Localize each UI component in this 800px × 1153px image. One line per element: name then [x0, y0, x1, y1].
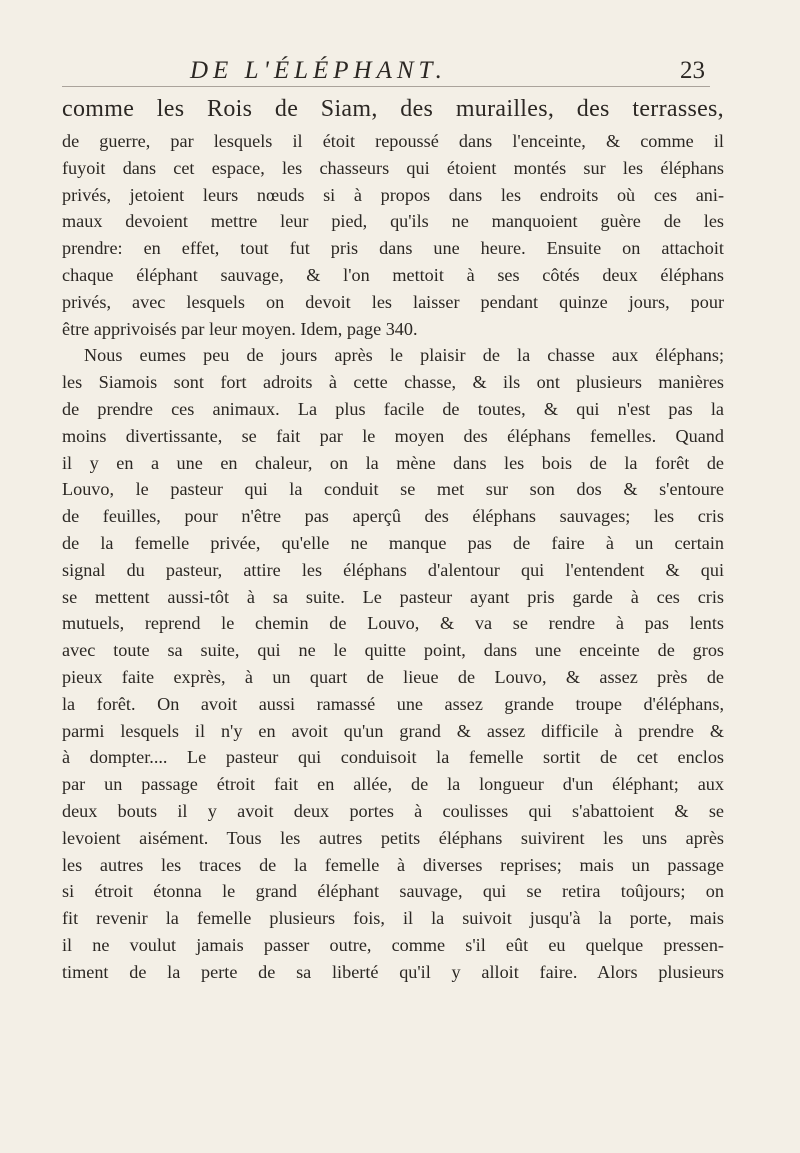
text-line: moins divertissante, se fait par le moyen des éléphans femelles. Quand	[62, 425, 724, 446]
text-line: privés, jetoient leurs nœuds si à propos dans les endroits où ces ani-	[62, 184, 724, 205]
text-line: la forêt. On avoit aussi ramassé une assez grande troupe d'éléphans,	[62, 693, 724, 714]
running-head	[190, 56, 705, 90]
text-line: de guerre, par lesquels il étoit repoussé dans l'enceinte, & comme il	[62, 131, 724, 151]
text-line: les autres les traces de la femelle à diverses reprises; mais un passage	[62, 854, 724, 875]
text-line: Nous eumes peu de jours après le plaisir de la chasse aux éléphans;	[84, 345, 724, 366]
text-line: maux devoient mettre leur pied, qu'ils ne manquoient guère de les	[62, 211, 724, 232]
text-line: mutuels, reprend le chemin de Louvo, & va se rendre à pas lents	[62, 613, 724, 634]
text-line: si étroit étonna le grand éléphant sauvage, qui se retira toûjours; on	[62, 881, 724, 902]
text-line: il ne voulut jamais passer outre, comme s'il eût eu quelque pressen-	[62, 934, 724, 955]
text-line: comme les Rois de Siam, des murailles, des terrasses,	[62, 96, 724, 122]
text-line: pieux faite exprès, à un quart de lieue de Louvo, & assez près de	[62, 666, 724, 687]
text-line: avec toute sa suite, qui ne le quitte point, dans une enceinte de gros	[62, 640, 724, 661]
text-line: à dompter.... Le pasteur qui conduisoit la femelle sortit de cet enclos	[62, 747, 724, 768]
text-line: fit revenir la femelle plusieurs fois, il la suivoit jusqu'à la porte, mais	[62, 908, 724, 929]
text-line: levoient aisément. Tous les autres petits éléphans suivirent les uns après	[62, 827, 724, 848]
text-line: fuyoit dans cet espace, les chasseurs qui étoient montés sur les éléphans	[62, 157, 724, 178]
page-number: 23	[680, 57, 705, 84]
text-line: signal du pasteur, attire les éléphans d'alentour qui l'entendent & qui	[62, 559, 724, 580]
text-line: il y en a une en chaleur, on la mène dans les bois de la forêt de	[62, 452, 724, 473]
body-text	[62, 90, 724, 986]
text-line: de prendre ces animaux. La plus facile de toutes, & qui n'est pas la	[62, 398, 724, 419]
text-line: de feuilles, pour n'être pas aperçû des éléphans sauvages; les cris	[62, 506, 724, 527]
text-line: deux bouts il y avoit deux portes à coulisses qui s'abattoient & se	[62, 800, 724, 821]
text-line: par un passage étroit fait en allée, de la longueur d'un éléphant; aux	[62, 774, 724, 795]
head-rule	[62, 86, 710, 87]
text-line: être apprivoisés par leur moyen. Idem, page 340.	[62, 318, 418, 339]
text-line: les Siamois sont fort adroits à cette chasse, & ils ont plusieurs manières	[62, 372, 724, 393]
text-line: Louvo, le pasteur qui la conduit se met sur son dos & s'entoure	[62, 479, 724, 500]
text-line: chaque éléphant sauvage, & l'on mettoit à ses côtés deux éléphans	[62, 264, 724, 285]
text-line: timent de la perte de sa liberté qu'il y alloit faire. Alors plusieurs	[62, 961, 724, 982]
text-line: privés, avec lesquels on devoit les laisser pendant quinze jours, pour	[62, 291, 724, 312]
text-line: se mettent aussi-tôt à sa suite. Le pasteur ayant pris garde à ces cris	[62, 586, 724, 607]
text-line: de la femelle privée, qu'elle ne manque pas de faire à un certain	[62, 532, 724, 553]
running-title: DE L'ÉLÉPHANT.	[190, 57, 447, 84]
text-line: prendre: en effet, tout fut pris dans une heure. Ensuite on attachoit	[62, 238, 724, 259]
text-line: parmi lesquels il n'y en avoit qu'un grand & assez difficile à prendre &	[62, 720, 724, 741]
